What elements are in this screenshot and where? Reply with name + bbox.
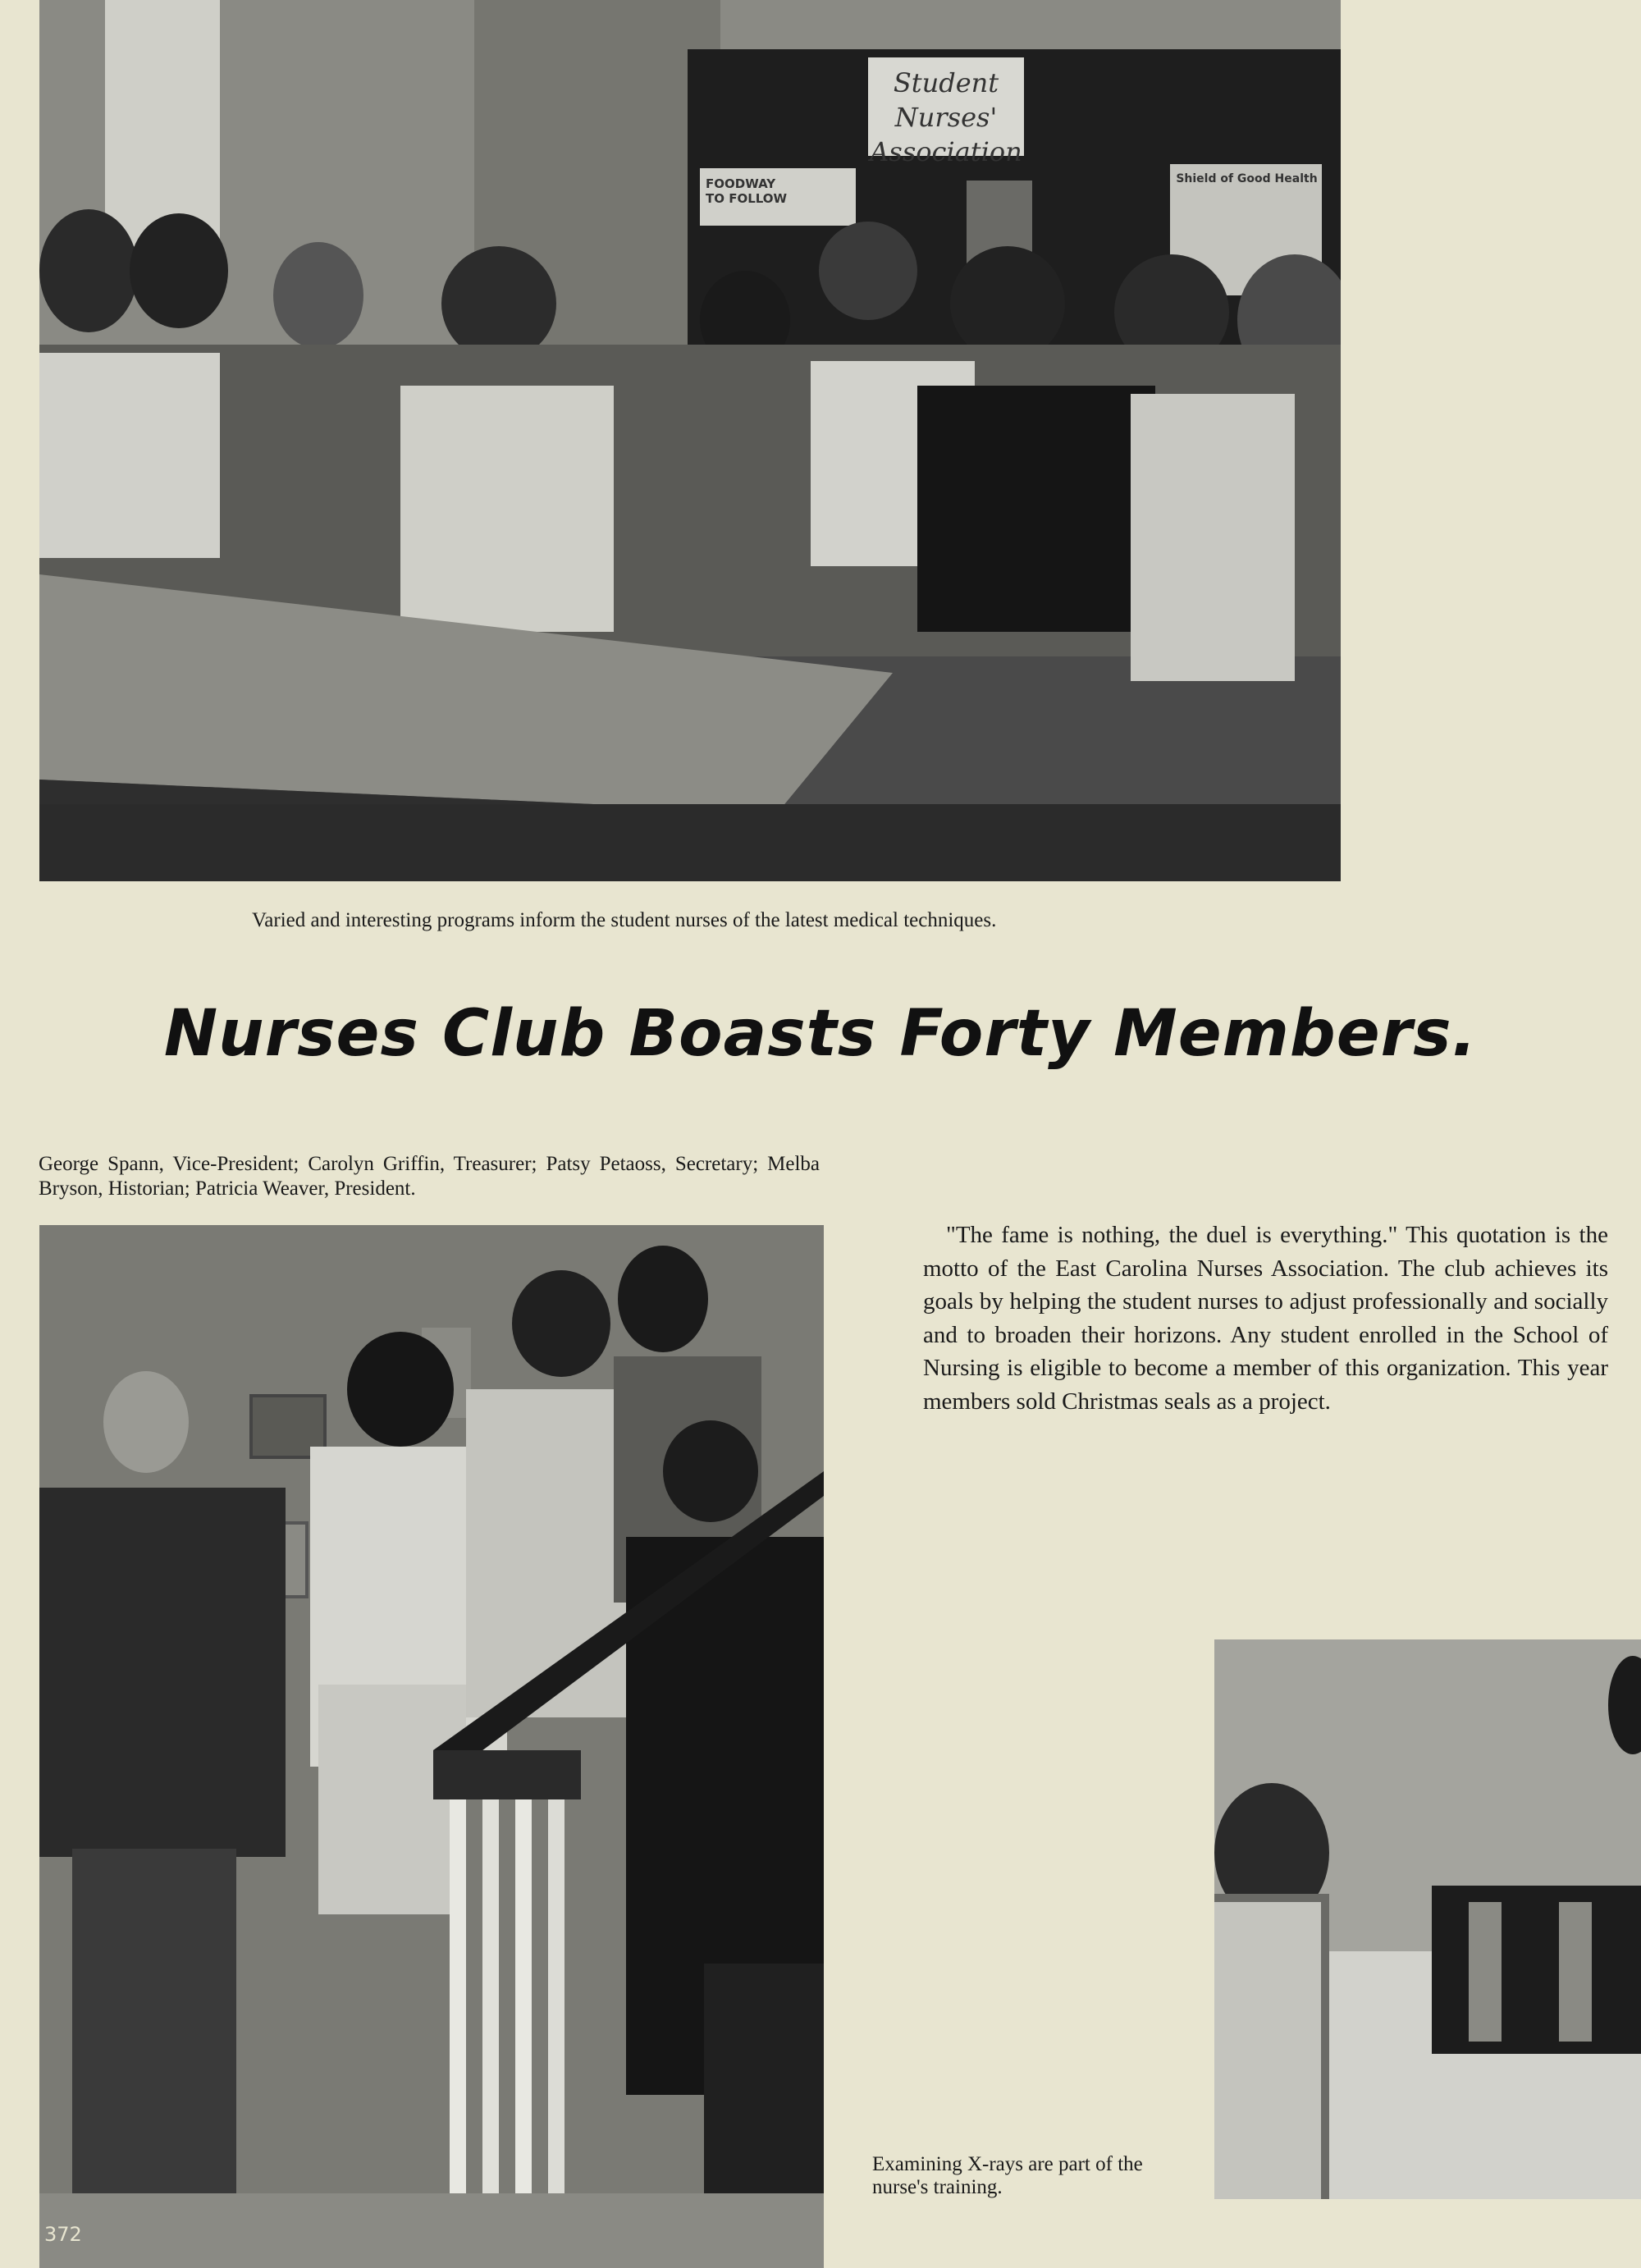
poster-shield-of-good-health: Shield of Good Health [1176,172,1318,185]
officers-photo-illustration [39,1225,824,2268]
xray-caption: Examining X-rays are part of the nurse's training. [872,2153,1143,2198]
article-body: "The fame is nothing, the duel is everything." This quotation is the motto of the East Carolina Nurses Association. The club achieves its goals by helping the student nurses to adjust professionally and socially and to broaden their horizons. Any student enrolled in the School of Nursing is eligible to become a member of this organization. This year members sold Christmas seals as a project. [923,1222,1608,1415]
xray-photo [1214,1639,1641,2199]
poster-foodway-line1: FOODWAY [706,176,776,191]
sign-title-line1: Student Nurses' [893,67,999,133]
officers-caption: George Spann, Vice-President; Carolyn Griffin, Treasurer; Patsy Petaoss, Secretary; Melba Bryson, Historian; Patricia Weaver, President. [39,1153,820,1200]
page-number: 372 [44,2223,82,2246]
sign-student-nurses-association [868,66,1024,169]
meeting-photo [39,0,1341,881]
sign-title-line2: Association [870,136,1022,167]
xray-photo-illustration [1214,1639,1641,2199]
meeting-photo-illustration [39,0,1341,881]
officers-photo [39,1225,824,2268]
poster-foodway-line2: TO FOLLOW [706,191,788,206]
page-headline: Nurses Club Boasts Forty Members. [163,997,1478,1071]
meeting-photo-caption: Varied and interesting programs inform the student nurses of the latest medical techniques. [252,909,997,931]
poster-foodway [706,176,796,206]
